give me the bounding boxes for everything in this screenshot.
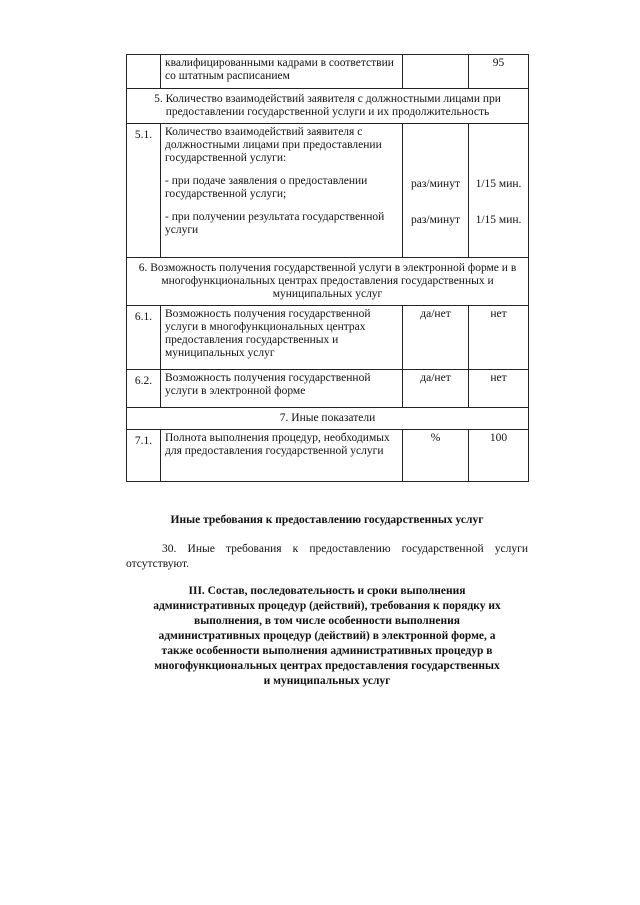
- unit-cell: да/нет: [403, 370, 469, 408]
- unit-cell: %: [403, 430, 469, 482]
- unit-cell: [403, 124, 469, 258]
- table-row: [127, 370, 529, 408]
- sub-item-result: - при получении результата государственной услуги: [165, 211, 385, 236]
- description-cell: Возможность получения государственной услуги в многофункциональных центрах предоставления государственных и муниципальных услуг: [161, 306, 403, 370]
- indicators-table: [126, 54, 529, 482]
- paragraph-30: 30. Иные требования к предоставлению государственной услуги отсутствуют.: [126, 543, 528, 570]
- row-description: Количество взаимодействий заявителя с должностными лицами при предоставлении государственной услуги:: [165, 126, 382, 164]
- section-3-heading: III. Состав, последовательность и сроки выполнения административных процедур (действий), требования к порядку их выполнения, в том числе особенности выполнения административных процедур (действий) в электронной форме, а также особенности выполнения административных процедур в многофункциональных центрах предоставления государственных и муниципальных услуг: [153, 585, 501, 687]
- sub-item-submission: - при подаче заявления о предоставлении государственной услуги;: [165, 175, 368, 200]
- value-result: 1/15 мин.: [475, 214, 522, 226]
- table-row: [127, 306, 529, 370]
- value-cell: 95: [469, 55, 529, 89]
- num-cell: [127, 55, 161, 89]
- description-cell: Полнота выполнения процедур, необходимых для предоставления государственной услуги: [161, 430, 403, 482]
- unit-cell: [403, 55, 469, 89]
- table-row: [127, 124, 529, 258]
- row-number: 6.2.: [127, 370, 161, 408]
- table-row: [127, 430, 529, 482]
- row-number: 6.1.: [127, 306, 161, 370]
- other-requirements-heading: Иные требования к предоставлению государственных услуг: [170, 514, 484, 526]
- value-cell: [469, 124, 529, 258]
- section-5-title: 5. Количество взаимодействий заявителя с должностными лицами при предоставлении государственной услуги и их продолжительность: [127, 89, 529, 124]
- table-row: [127, 55, 529, 89]
- description-cell: квалифицированными кадрами в соответствии со штатным расписанием: [161, 55, 403, 89]
- section-row: [127, 258, 529, 306]
- section-6-title: 6. Возможность получения государственной услуги в электронной форме и в многофункциональных центрах предоставления государственных и муниципальных услуг: [127, 258, 529, 306]
- unit-cell: да/нет: [403, 306, 469, 370]
- row-number: 5.1.: [127, 124, 161, 258]
- description-cell: Возможность получения государственной услуги в электронной форме: [161, 370, 403, 408]
- value-submission: 1/15 мин.: [475, 178, 522, 190]
- description-cell: [161, 124, 403, 258]
- unit-result: раз/минут: [411, 214, 460, 226]
- unit-submission: раз/минут: [411, 178, 460, 190]
- section-row: [127, 89, 529, 124]
- section-row: [127, 408, 529, 430]
- section-7-title: 7. Иные показатели: [127, 408, 529, 430]
- value-cell: нет: [469, 370, 529, 408]
- value-cell: нет: [469, 306, 529, 370]
- value-cell: 100: [469, 430, 529, 482]
- row-number: 7.1.: [127, 430, 161, 482]
